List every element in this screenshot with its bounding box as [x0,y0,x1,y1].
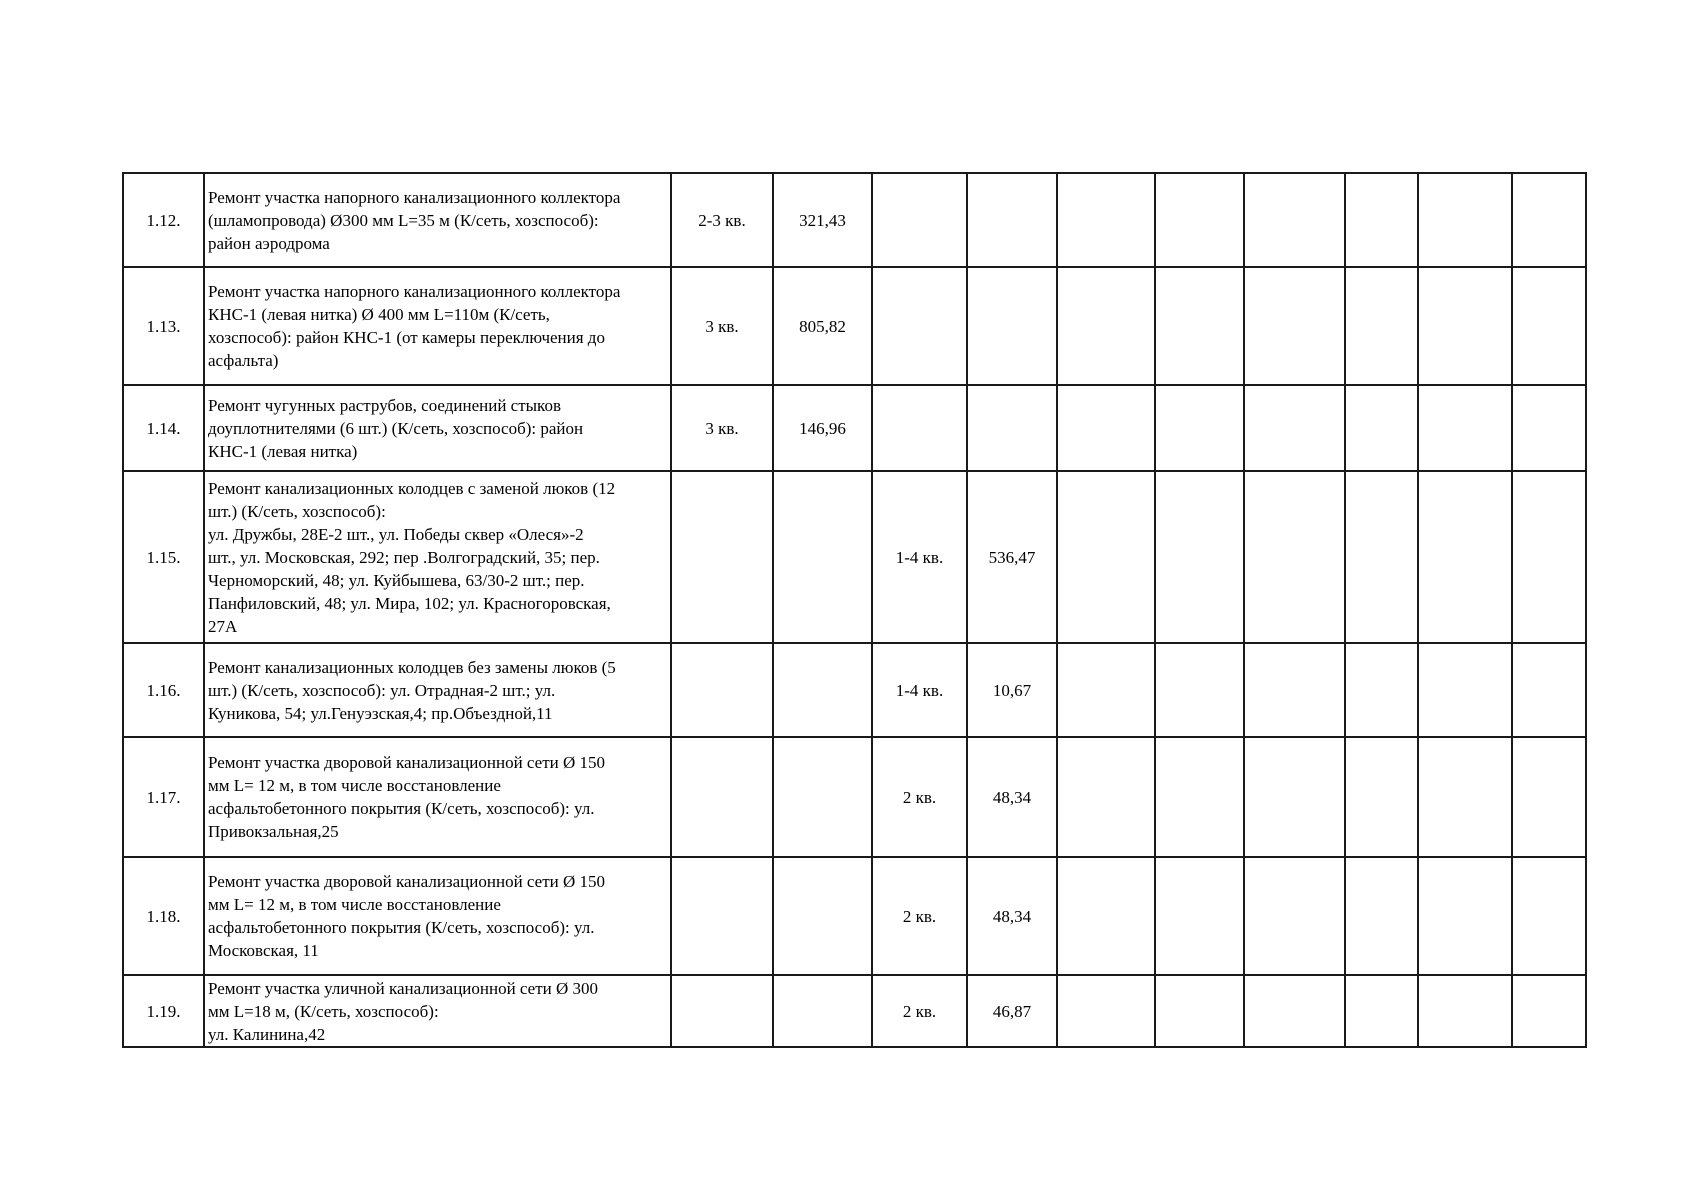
amount-cell-second [967,173,1057,267]
empty-cell [1155,267,1244,385]
work-description: Ремонт канализационных колодцев без замены люков (5 шт.) (К/сеть, хозспособ): ул. Отрадная-2 шт.; ул. Куникова, 54; ул.Генуэзская,4; пр.Объездной,11 [204,643,671,737]
empty-cell [1512,471,1586,643]
row-number: 1.16. [123,643,204,737]
amount-cell [773,975,872,1047]
empty-cell [1418,857,1512,975]
period-cell-second: 1-4 кв. [872,643,967,737]
amount-cell-second: 536,47 [967,471,1057,643]
empty-cell [1244,173,1345,267]
empty-cell [1057,737,1155,857]
empty-cell [1244,857,1345,975]
work-description: Ремонт канализационных колодцев с заменой люков (12 шт.) (К/сеть, хозспособ): ул. Дружбы, 28Е-2 шт., ул. Победы сквер «Олеся»-2 шт., ул. Московская, 292; пер .Волгоградский, 35; пер. Черноморский, 48; ул. Куйбышева, 63/30-2 шт.; пер. Панфиловский, 48; ул. Мира, 102; ул. Красногоровская, 27А [204,471,671,643]
table-row [123,385,1586,471]
empty-cell [1155,643,1244,737]
empty-cell [1418,267,1512,385]
repair-plan-table [122,172,1587,1048]
work-description: Ремонт участка напорного канализационного коллектора (шламопровода) Ø300 мм L=35 м (К/сеть, хозспособ): район аэродрома [204,173,671,267]
amount-cell-second: 10,67 [967,643,1057,737]
empty-cell [1155,471,1244,643]
row-number: 1.12. [123,173,204,267]
empty-cell [1512,385,1586,471]
row-number: 1.18. [123,857,204,975]
empty-cell [1244,471,1345,643]
row-number: 1.14. [123,385,204,471]
table-row [123,173,1586,267]
period-cell [671,975,773,1047]
empty-cell [1057,173,1155,267]
amount-cell: 146,96 [773,385,872,471]
empty-cell [1345,471,1418,643]
row-number: 1.15. [123,471,204,643]
amount-cell [773,471,872,643]
empty-cell [1244,643,1345,737]
empty-cell [1345,975,1418,1047]
empty-cell [1345,643,1418,737]
period-cell-second: 2 кв. [872,975,967,1047]
empty-cell [1345,173,1418,267]
period-cell-second [872,173,967,267]
period-cell [671,857,773,975]
amount-cell-second: 46,87 [967,975,1057,1047]
row-number: 1.13. [123,267,204,385]
empty-cell [1418,643,1512,737]
empty-cell [1512,737,1586,857]
table-row [123,975,1586,1047]
table-row [123,267,1586,385]
period-cell [671,471,773,643]
period-cell-second: 1-4 кв. [872,471,967,643]
empty-cell [1057,385,1155,471]
empty-cell [1512,643,1586,737]
empty-cell [1155,857,1244,975]
empty-cell [1418,975,1512,1047]
empty-cell [1155,737,1244,857]
empty-cell [1057,643,1155,737]
empty-cell [1057,975,1155,1047]
table-row [123,857,1586,975]
empty-cell [1244,385,1345,471]
empty-cell [1512,173,1586,267]
amount-cell [773,643,872,737]
row-number: 1.17. [123,737,204,857]
period-cell-second: 2 кв. [872,857,967,975]
empty-cell [1345,267,1418,385]
work-description: Ремонт участка напорного канализационного коллектора КНС-1 (левая нитка) Ø 400 мм L=110м (К/сеть, хозспособ): район КНС-1 (от камеры переключения до асфальта) [204,267,671,385]
empty-cell [1057,471,1155,643]
period-cell: 2-3 кв. [671,173,773,267]
period-cell: 3 кв. [671,385,773,471]
period-cell-second [872,385,967,471]
work-description: Ремонт участка дворовой канализационной сети Ø 150 мм L= 12 м, в том числе восстановление асфальтобетонного покрытия (К/сеть, хозспособ): ул. Московская, 11 [204,857,671,975]
amount-cell: 805,82 [773,267,872,385]
period-cell [671,643,773,737]
empty-cell [1244,267,1345,385]
amount-cell: 321,43 [773,173,872,267]
empty-cell [1345,857,1418,975]
empty-cell [1057,267,1155,385]
work-description: Ремонт чугунных раструбов, соединений стыков доуплотнителями (6 шт.) (К/сеть, хозспособ): район КНС-1 (левая нитка) [204,385,671,471]
empty-cell [1512,857,1586,975]
empty-cell [1418,471,1512,643]
empty-cell [1512,975,1586,1047]
period-cell-second: 2 кв. [872,737,967,857]
empty-cell [1155,975,1244,1047]
empty-cell [1512,267,1586,385]
empty-cell [1155,173,1244,267]
row-number: 1.19. [123,975,204,1047]
empty-cell [1057,857,1155,975]
amount-cell-second [967,267,1057,385]
work-description: Ремонт участка дворовой канализационной сети Ø 150 мм L= 12 м, в том числе восстановление асфальтобетонного покрытия (К/сеть, хозспособ): ул. Привокзальная,25 [204,737,671,857]
empty-cell [1418,737,1512,857]
empty-cell [1244,975,1345,1047]
period-cell [671,737,773,857]
period-cell: 3 кв. [671,267,773,385]
empty-cell [1418,385,1512,471]
empty-cell [1155,385,1244,471]
empty-cell [1244,737,1345,857]
amount-cell-second [967,385,1057,471]
work-description: Ремонт участка уличной канализационной сети Ø 300 мм L=18 м, (К/сеть, хозспособ): ул. Калинина,42 [204,975,671,1047]
table-row [123,643,1586,737]
empty-cell [1418,173,1512,267]
period-cell-second [872,267,967,385]
amount-cell [773,857,872,975]
amount-cell-second: 48,34 [967,737,1057,857]
table-row [123,737,1586,857]
amount-cell [773,737,872,857]
empty-cell [1345,385,1418,471]
amount-cell-second: 48,34 [967,857,1057,975]
empty-cell [1345,737,1418,857]
table-row [123,471,1586,643]
